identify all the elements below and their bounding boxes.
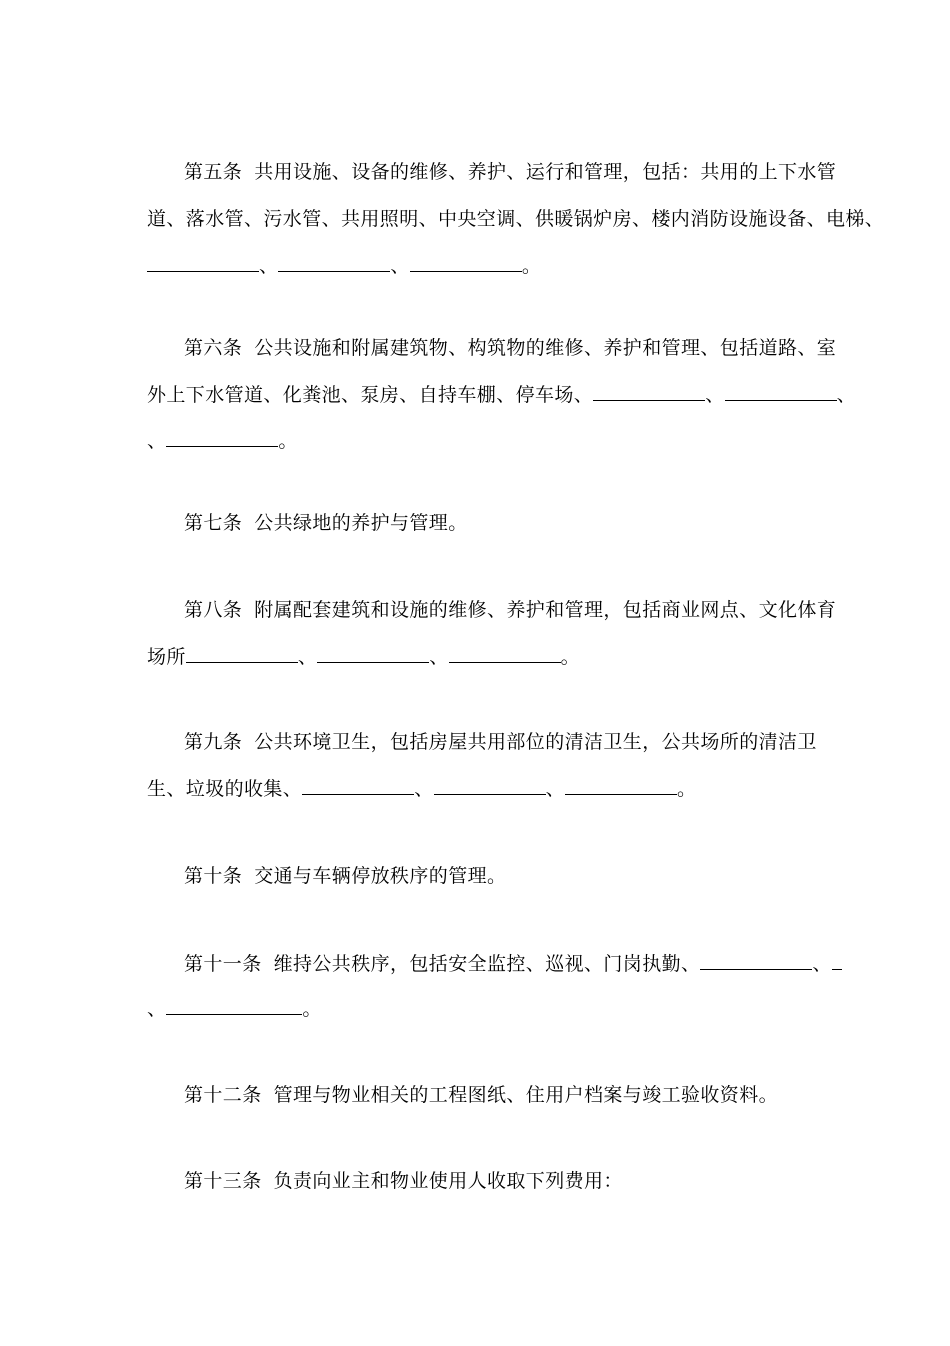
- article-9-line-1: [184, 728, 817, 756]
- fill-blank: [832, 951, 842, 970]
- fill-blank: [317, 644, 429, 663]
- fill-blank: [186, 644, 298, 663]
- article-6-line-2: 外上下水管道、化粪池、泵房、自持车棚、停车场、 、 、: [147, 384, 857, 406]
- article-11-line-1: 第十一条 维持公共秩序，包括安全监控、巡视、门岗执勤、 、: [184, 950, 842, 978]
- article-text: 共用设施、设备的维修、养护、运行和管理，包括：共用的上下水管: [254, 161, 837, 183]
- article-10-line-1: [184, 862, 506, 890]
- article-number: 第五条: [184, 161, 243, 183]
- article-number: 第十一条: [184, 953, 262, 975]
- article-13-line-1: [184, 1167, 623, 1195]
- article-5-line-3: 、 、 。: [147, 252, 541, 280]
- article-text: 交通与车辆停放秩序的管理。: [254, 865, 507, 887]
- fill-blank: [410, 253, 522, 272]
- fill-blank: [434, 776, 546, 795]
- fill-blank: [725, 382, 837, 401]
- article-number: 第六条: [184, 337, 243, 359]
- article-number: 第九条: [184, 731, 243, 753]
- article-12-line-1: [184, 1081, 778, 1109]
- fill-blank: [700, 951, 812, 970]
- article-text: 附属配套建筑和设施的维修、养护和管理，包括商业网点、文化体育: [254, 599, 837, 621]
- article-5-line-1: [184, 158, 836, 186]
- article-6-line-3: 、 。: [147, 430, 298, 452]
- fill-blank: [593, 382, 705, 401]
- article-11-line-2: 、 。: [147, 998, 322, 1020]
- fill-blank: [147, 253, 259, 272]
- article-8-line-1: [184, 596, 836, 624]
- article-number: 第七条: [184, 512, 243, 534]
- fill-blank: [565, 776, 677, 795]
- article-text: 管理与物业相关的工程图纸、住用户档案与竣工验收资料。: [273, 1084, 779, 1106]
- article-text: 公共环境卫生，包括房屋共用部位的清洁卫生，公共场所的清洁卫: [254, 731, 817, 753]
- article-8-line-2: 场所 、 、 。: [147, 646, 581, 668]
- fill-blank: [166, 428, 278, 447]
- article-number: 第八条: [184, 599, 243, 621]
- fill-blank: [278, 253, 390, 272]
- article-number: 第十二条: [184, 1084, 262, 1106]
- article-number: 第十条: [184, 865, 243, 887]
- article-9-line-2: 生、垃圾的收集、 、 、 。: [147, 778, 697, 800]
- article-5-line-2: 道、落水管、污水管、共用照明、中央空调、供暖锅炉房、楼内消防设施设备、电梯、: [147, 208, 885, 230]
- fill-blank: [166, 996, 302, 1015]
- article-7-line-1: [184, 509, 468, 537]
- fill-blank: [449, 644, 561, 663]
- article-text: 负责向业主和物业使用人收取下列费用：: [273, 1170, 623, 1192]
- article-number: 第十三条: [184, 1170, 262, 1192]
- article-text: 公共设施和附属建筑物、构筑物的维修、养护和管理、包括道路、室: [254, 337, 837, 359]
- article-text: 公共绿地的养护与管理。: [254, 512, 468, 534]
- article-6-line-1: [184, 334, 836, 362]
- fill-blank: [302, 776, 414, 795]
